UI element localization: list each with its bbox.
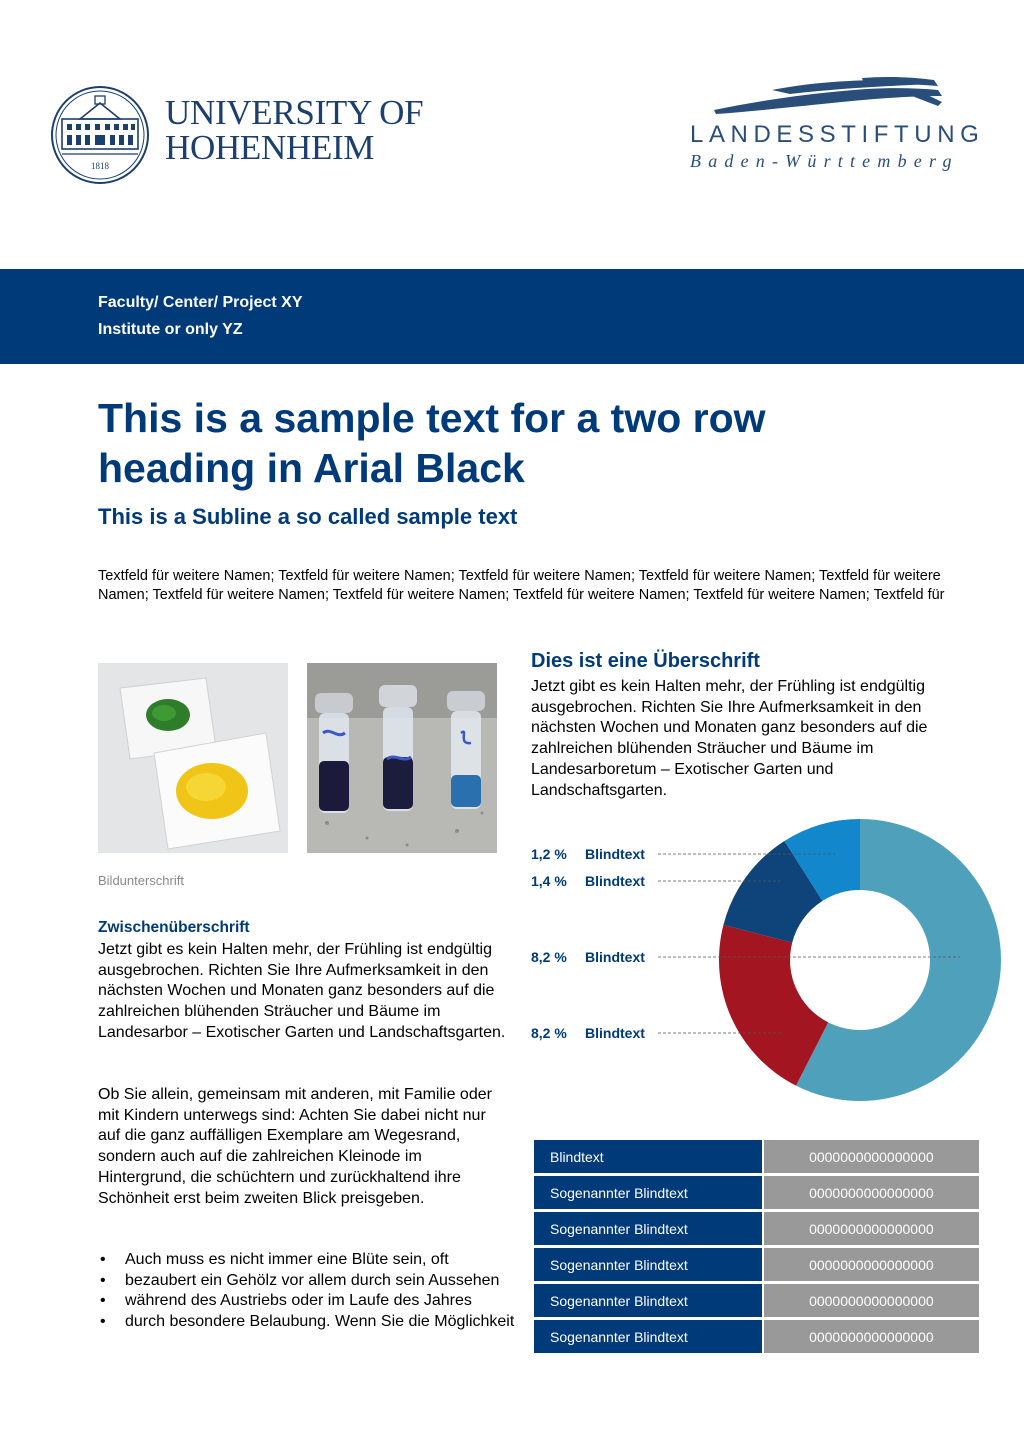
seal-year: 1818 [91,161,109,171]
data-table [532,1137,981,1356]
list-item [98,1271,518,1292]
list-item-text: durch besondere Belaubung. Wenn Sie die Möglichkeit [125,1313,515,1331]
chart-data-label: 8,2 % [531,1025,567,1041]
names-text: Textfeld für weitere Namen; Textfeld für weitere Namen; Textfeld für weitere Namen; Textfeld für weitere Namen; Textfeld für weitere Namen; Textfeld für weitere Namen; Textfeld für weitere Namen; Textfeld für weitere Namen; Textfeld für weitere Namen; Textfeld für [98,568,945,603]
list-item-text: während des Austriebs oder im Laufe des Jahres [125,1292,472,1310]
left-section-heading: Zwischenüberschrift [98,919,250,936]
table-row-label: Sogenannter Blindtext [534,1176,762,1209]
bullet-list [98,1250,518,1333]
page-title-line1: This is a sample text for a two row [98,395,766,441]
table-row [534,1212,979,1245]
chart-legend-label: Blindtext [585,846,645,862]
photo-pigment-dishes [98,663,288,853]
table-row-label: Sogenannter Blindtext [534,1320,762,1353]
table-row-label: Blindtext [534,1140,762,1173]
table-row-value: 0000000000000000 [764,1284,979,1317]
university-name-line1: UNIVERSITY OF [165,93,424,132]
table-row [534,1140,979,1173]
table-row [534,1176,979,1209]
university-name-line2: HOHENHEIM [165,128,375,167]
list-item [98,1291,518,1312]
banner-faculty: Faculty/ Center/ Project XY [98,294,303,311]
brush-stroke-logo [712,76,944,116]
university-name [165,95,423,165]
university-seal-logo [50,85,150,185]
banner-institute: Institute or only YZ [98,321,243,338]
list-item [98,1250,518,1271]
right-section-text: Jetzt gibt es kein Halten mehr, der Frühling ist endgültig ausgebrochen. Richten Sie Ihre Aufmerksamkeit in den nächsten Wochen und Monaten ganz besonders auf die zahlreichen blühenden Sträucher und Bäume im Landesarboretum – Exotischer Garten und Landschaftsgarten. [531,678,928,799]
bullet-glyph: • [100,1271,106,1289]
bullet-glyph: • [100,1313,106,1331]
table-row-value: 0000000000000000 [764,1212,979,1245]
table-row-label: Sogenannter Blindtext [534,1248,762,1281]
table-row [534,1320,979,1353]
table-row-label: Sogenannter Blindtext [534,1284,762,1317]
bullet-glyph: • [100,1292,106,1310]
table-row [534,1248,979,1281]
right-section-heading: Dies ist eine Überschrift [531,650,760,672]
bullet-glyph: • [100,1251,106,1268]
page-title-line2: heading in Arial Black [98,445,525,491]
photo-vials [307,663,497,853]
table-row [534,1284,979,1317]
list-item-text: bezaubert ein Gehölz vor allem durch sein Aussehen [125,1271,500,1289]
chart-data-label: 1,4 % [531,873,567,889]
table-row-value: 0000000000000000 [764,1140,979,1173]
list-item [98,1312,518,1333]
chart-legend-label: Blindtext [585,949,645,965]
chart-legend-label: Blindtext [585,1025,645,1041]
foundation-name: LANDESSTIFTUNG [690,121,985,148]
chart-data-label: 8,2 % [531,949,567,965]
page-title [98,393,948,493]
table-row-label: Sogenannter Blindtext [534,1212,762,1245]
list-item-text: Auch muss es nicht immer eine Blüte sein, oft [125,1251,449,1268]
chart-legend-label: Blindtext [585,873,645,889]
image-caption: Bildunterschrift [98,873,184,888]
left-section-paragraph-2: Ob Sie allein, gemeinsam mit anderen, mit Familie oder mit Kindern unterwegs sind: Achten Sie dabei nicht nur auf die ganz auffälligen Exemplare am Wegesrand, sondern auch auf die zahlreichen Kleinode im Hintergrund, die schüchtern und zurückhaltend ihre Schönheit erst beim zweiten Blick preisgeben. [98,1086,492,1207]
chart-data-label: 1,2 % [531,846,567,862]
header-banner [0,269,1024,364]
table-row-value: 0000000000000000 [764,1320,979,1353]
table-row-value: 0000000000000000 [764,1248,979,1281]
left-section-paragraph-1: Jetzt gibt es kein Halten mehr, der Frühling ist endgültig ausgebrochen. Richten Sie Ihre Aufmerksamkeit in den nächsten Wochen und Monaten ganz besonders auf die zahlreichen blühenden Sträucher und Bäume im Landesarbor – Exotischer Garten und Landschaftsgarten. [98,941,506,1041]
donut-chart [520,810,1020,1120]
subline: This is a Subline a so called sample text [98,504,518,529]
foundation-subtitle: Baden-Württemberg [690,151,959,171]
table-row-value: 0000000000000000 [764,1176,979,1209]
